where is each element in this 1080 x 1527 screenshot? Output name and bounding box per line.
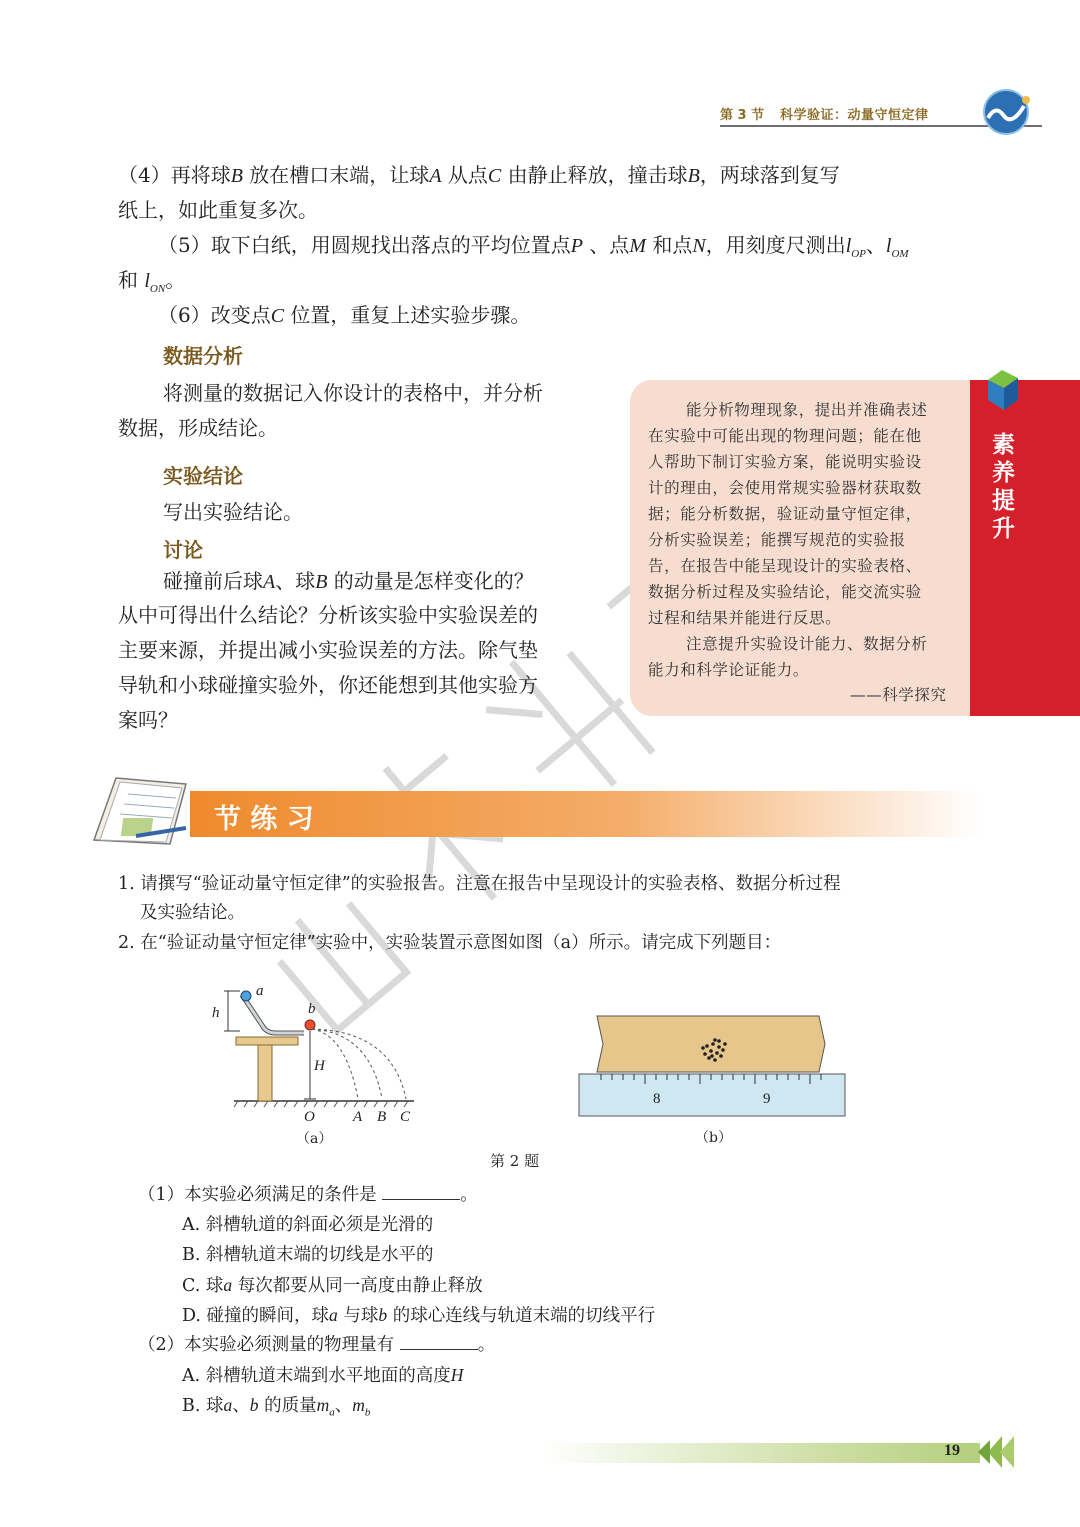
option-text: C. 球	[182, 1276, 224, 1296]
option-text: A. 斜槽轨道末端到水平地面的高度	[182, 1366, 451, 1386]
dimension-h	[224, 991, 240, 1031]
page-number: 19	[944, 1442, 960, 1459]
step-4-text: （4）再将球	[118, 163, 231, 187]
step-6	[158, 298, 530, 334]
var-a: a	[223, 1395, 233, 1415]
step-4-line2: 纸上，如此重复多次。	[118, 198, 318, 222]
notebook-icon	[86, 770, 198, 846]
step-5	[158, 228, 998, 272]
box-line: 注意提升实验设计能力、数据分析	[686, 635, 928, 653]
box-line: 人帮助下制订实验方案，能说明实验设	[648, 453, 922, 471]
discussion-line3: 主要来源，并提出减小实验误差的方法。除气垫	[118, 638, 538, 662]
step-5-text: ，用刻度尺测出	[705, 233, 846, 257]
step-5-text: （5）取下白纸，用圆规找出落点的平均位置点	[158, 233, 571, 257]
discussion-line1	[163, 564, 534, 600]
option-1B: B. 斜槽轨道末端的切线是水平的	[182, 1245, 434, 1265]
tab-char: 素	[992, 432, 1015, 458]
separator: 、	[232, 1396, 250, 1416]
subq-1-text: （1）本实验必须满足的条件是	[138, 1185, 377, 1205]
box-line: 据；能分析数据，验证动量守恒定律，	[648, 505, 922, 523]
subq-2-text: （2）本实验必须测量的物理量有	[138, 1335, 395, 1355]
var-l: l	[144, 270, 150, 292]
separator: 、	[334, 1396, 353, 1416]
label-a: a	[256, 983, 264, 999]
box-line: 能力和科学论证能力。	[648, 661, 810, 679]
discussion-heading: 讨论	[163, 538, 203, 562]
competence-tab	[970, 380, 1080, 716]
label-O: O	[304, 1109, 315, 1125]
ball-b	[305, 1020, 315, 1030]
var-b: b	[378, 1305, 388, 1325]
section-number: 第 3 节	[720, 108, 765, 123]
competence-box	[630, 380, 970, 716]
step-5-text: 和点	[645, 233, 693, 257]
question-1-line1: 1. 请撰写“验证动量守恒定律”的实验报告。注意在报告中呈现设计的实验表格、数据分析过程	[118, 874, 841, 894]
var-C: C	[487, 165, 502, 187]
var-B: B	[687, 165, 700, 187]
subscript: b	[364, 1406, 371, 1419]
cube-icon	[984, 366, 1028, 416]
var-C: C	[270, 305, 285, 327]
figure-b	[575, 1010, 855, 1150]
var-A: A	[429, 165, 442, 187]
discussion-line4: 导轨和小球碰撞实验外，你还能想到其他实验方	[118, 673, 538, 697]
subscript: a	[329, 1406, 335, 1419]
step-5-text: 、点	[582, 233, 630, 257]
option-text: D. 碰撞的瞬间，球	[182, 1306, 330, 1326]
box-line: 数据分析过程及实验结论，能交流实验	[648, 583, 922, 601]
option-1D	[182, 1300, 655, 1331]
footer-bar	[540, 1443, 980, 1463]
paper-strip	[597, 1016, 825, 1072]
exercise-banner-title: 节 练 习	[214, 804, 314, 835]
trajectories	[312, 1029, 406, 1099]
conclusion-text: 写出实验结论。	[163, 500, 303, 524]
label-B: B	[377, 1109, 387, 1125]
var-B: B	[315, 571, 328, 593]
option-1C	[182, 1270, 483, 1301]
section-title: 科学验证：动量守恒定律	[780, 108, 929, 123]
label-b: b	[308, 1001, 316, 1017]
discussion-line5: 案吗？	[118, 708, 178, 732]
analysis-line2: 数据，形成结论。	[118, 416, 278, 440]
analysis-heading: 数据分析	[163, 344, 243, 368]
step-4	[118, 158, 988, 194]
var-b: b	[249, 1395, 259, 1415]
analysis-line1: 将测量的数据记入你设计的表格中，并分析	[163, 381, 543, 405]
tab-char: 提	[992, 488, 1015, 514]
step-5-text: 和	[118, 268, 138, 292]
figure-caption: 第 2 题	[490, 1152, 540, 1170]
option-text: 的质量	[258, 1396, 317, 1416]
option-text: 每次都要从同一高度由静止释放	[232, 1276, 483, 1296]
ball-a	[241, 991, 251, 1001]
var-m: m	[316, 1395, 330, 1415]
ground	[234, 1101, 414, 1107]
var-a: a	[329, 1305, 338, 1325]
step-4-text: 放在槽口末端，让球	[242, 163, 430, 187]
var-P: P	[570, 235, 583, 257]
var-A: A	[263, 571, 276, 593]
step-4-text: 从点	[441, 163, 488, 187]
var-l: l	[885, 235, 892, 257]
box-line: 告，在报告中能呈现设计的实验表格、	[648, 557, 922, 575]
answer-blank	[382, 1181, 460, 1200]
subscript: OM	[891, 248, 909, 260]
subq-2-stem	[138, 1330, 495, 1360]
var-m: m	[352, 1395, 365, 1415]
box-line: 计的理由，会使用常规实验器材获取数	[648, 479, 922, 497]
box-line: 能分析物理现象，提出并准确表述	[686, 401, 928, 419]
tab-char: 养	[992, 460, 1015, 486]
option-text: 的球心连线与轨道末端的切线平行	[387, 1306, 656, 1326]
label-h: h	[212, 1005, 220, 1021]
figure-a	[200, 975, 440, 1150]
option-2B	[182, 1390, 370, 1428]
label-H: H	[314, 1058, 325, 1074]
option-text: 与球	[337, 1306, 379, 1326]
tab-char: 升	[992, 516, 1015, 542]
discussion-text: 的动量是怎样变化的？	[327, 569, 534, 593]
var-B: B	[230, 165, 243, 187]
subq-1-stem	[138, 1180, 478, 1210]
var-H: H	[450, 1365, 464, 1385]
header-logo-icon	[970, 88, 1042, 136]
subq-2-text: 。	[477, 1335, 496, 1355]
ruler-label-8: 8	[653, 1091, 661, 1107]
page-arrow-icon	[972, 1432, 1018, 1472]
box-line: 在实验中可能出现的物理问题；能在他	[648, 427, 922, 445]
answer-blank	[400, 1331, 478, 1350]
caption-a: （a）	[296, 1131, 333, 1147]
label-C: C	[400, 1109, 411, 1125]
option-2A	[182, 1360, 463, 1391]
page-header	[700, 96, 1080, 136]
var-l: l	[845, 235, 852, 257]
step-6-text: 位置，重复上述实验步骤。	[284, 303, 531, 327]
box-source: ——科学探究	[850, 686, 947, 704]
step-5-text: 。	[165, 268, 186, 292]
box-line: 分析实验误差；能撰写规范的实验报	[648, 531, 906, 549]
incline-track-face	[242, 995, 304, 1033]
option-1A: A. 斜槽轨道的斜面必须是光滑的	[182, 1215, 434, 1235]
incline-track	[242, 995, 304, 1033]
conclusion-heading: 实验结论	[163, 464, 243, 488]
step-6-text: （6）改变点	[158, 303, 271, 327]
subq-1-text: 。	[460, 1185, 478, 1205]
caption-b: （b）	[695, 1130, 732, 1146]
option-text: B. 球	[182, 1396, 224, 1416]
question-1-line2: 及实验结论。	[140, 903, 245, 923]
step-4-text: ，两球落到复写	[699, 163, 840, 187]
table-leg	[258, 1045, 272, 1101]
question-2: 2. 在“验证动量守恒定律”实验中，实验装置示意图如图（a）所示。请完成下列题目：	[118, 933, 782, 953]
var-a: a	[223, 1275, 233, 1295]
subscript: ON	[149, 283, 166, 295]
step-4-text: 由静止释放，撞击球	[501, 163, 688, 187]
var-M: M	[629, 235, 646, 257]
discussion-line2: 从中可得出什么结论？分析该实验中实验误差的	[118, 603, 538, 627]
subscript: OP	[851, 248, 866, 260]
exercise-banner	[190, 791, 980, 837]
label-A: A	[353, 1109, 363, 1125]
table-top	[236, 1037, 298, 1045]
ruler	[579, 1074, 845, 1116]
ruler-label-9: 9	[763, 1091, 771, 1107]
discussion-text: 碰撞前后球	[163, 569, 263, 593]
var-N: N	[692, 235, 706, 257]
box-line: 过程和结果并能进行反思。	[648, 609, 842, 627]
separator: 、	[865, 233, 886, 257]
discussion-text: 、球	[275, 569, 316, 593]
